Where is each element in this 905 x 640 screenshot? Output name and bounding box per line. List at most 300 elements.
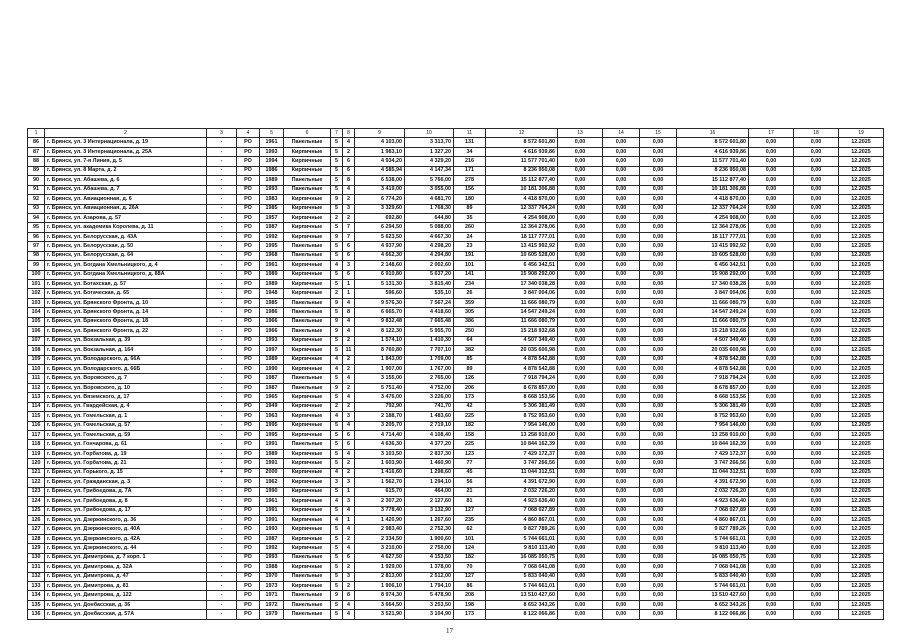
fund-type-cell: РО xyxy=(237,497,260,506)
entrances-cell: 4 xyxy=(343,327,355,336)
entrances-cell: 4 xyxy=(343,525,355,534)
cost-regional-cell: 0,00 xyxy=(603,383,640,392)
column-number-cell: 16 xyxy=(677,129,749,138)
col-17-cell: 0,00 xyxy=(749,610,794,619)
entrances-cell: 2 xyxy=(343,364,355,373)
col-18-cell: 0,00 xyxy=(794,468,839,477)
col-17-cell: 0,00 xyxy=(749,393,794,402)
cost-local-cell: 0,00 xyxy=(640,383,677,392)
total-cost-cell: 5 744 661,01 xyxy=(486,534,558,543)
address-cell: г. Брянск, ул. Гвардейская, д. 4 xyxy=(45,402,207,411)
flag-cell: - xyxy=(207,440,237,449)
floors-cell: 5 xyxy=(331,544,343,553)
total-cost-cell: 7 429 172,37 xyxy=(486,449,558,458)
address-cell: г. Брянск, ул. Донбасская, д. 36 xyxy=(45,600,207,609)
fund-type-cell: РО xyxy=(237,544,260,553)
entrances-cell: 11 xyxy=(343,346,355,355)
completion-date-cell: 12.2025 xyxy=(839,355,884,364)
table-row xyxy=(28,185,884,194)
wall-material-cell: Кирпичные xyxy=(284,364,331,373)
col-17-cell: 0,00 xyxy=(749,487,794,496)
flag-cell: - xyxy=(207,223,237,232)
floors-cell: 5 xyxy=(331,147,343,156)
residents-cell: 250 xyxy=(454,327,486,336)
completion-date-cell: 12.2025 xyxy=(839,176,884,185)
cost-owners-cell: 11 666 080,79 xyxy=(677,317,749,326)
wall-material-cell: Панельные xyxy=(284,610,331,619)
row-number-cell: 125 xyxy=(28,506,45,515)
address-cell: г. Брянск, ул. Вяземского, д. 17 xyxy=(45,393,207,402)
col-18-cell: 0,00 xyxy=(794,374,839,383)
row-number-cell: 117 xyxy=(28,431,45,440)
build-year-cell: 1991 xyxy=(260,506,284,515)
build-year-cell: 1991 xyxy=(260,515,284,524)
col-18-cell: 0,00 xyxy=(794,572,839,581)
cost-federal-cell: 0,00 xyxy=(558,232,603,241)
cost-federal-cell: 0,00 xyxy=(558,412,603,421)
build-year-cell: 1966 xyxy=(260,327,284,336)
cost-owners-cell: 9 810 113,40 xyxy=(677,544,749,553)
flag-cell: - xyxy=(207,431,237,440)
row-number-cell: 87 xyxy=(28,147,45,156)
total-area-cell: 792,90 xyxy=(355,402,405,411)
address-cell: г. Брянск, ул. Гомельская, д. 57 xyxy=(45,421,207,430)
cost-local-cell: 0,00 xyxy=(640,412,677,421)
floors-cell: 5 xyxy=(331,176,343,185)
col-17-cell: 0,00 xyxy=(749,270,794,279)
floors-cell: 2 xyxy=(331,402,343,411)
floors-cell: 5 xyxy=(331,449,343,458)
table-row xyxy=(28,431,884,440)
floors-cell: 5 xyxy=(331,534,343,543)
cost-federal-cell: 0,00 xyxy=(558,289,603,298)
total-area-cell: 1 603,90 xyxy=(355,459,405,468)
cost-local-cell: 0,00 xyxy=(640,421,677,430)
col-18-cell: 0,00 xyxy=(794,497,839,506)
cost-federal-cell: 0,00 xyxy=(558,270,603,279)
cost-regional-cell: 0,00 xyxy=(603,600,640,609)
row-number-cell: 90 xyxy=(28,176,45,185)
living-area-cell: 3 055,00 xyxy=(405,185,454,194)
address-cell: г. Брянск, ул. Грибоедова, д. 8 xyxy=(45,497,207,506)
entrances-cell: 4 xyxy=(343,600,355,609)
col-17-cell: 0,00 xyxy=(749,449,794,458)
wall-material-cell: Панельные xyxy=(284,572,331,581)
cost-owners-cell: 8 652 343,26 xyxy=(677,600,749,609)
cost-local-cell: 0,00 xyxy=(640,298,677,307)
address-cell: г. Брянск, ул. Димитрова, д. 47 xyxy=(45,572,207,581)
wall-material-cell: Кирпичные xyxy=(284,412,331,421)
address-cell: г. Брянск, ул. Дзержинского, д. 42А xyxy=(45,534,207,543)
entrances-cell: 6 xyxy=(343,166,355,175)
fund-type-cell: РО xyxy=(237,478,260,487)
build-year-cell: 1968 xyxy=(260,251,284,260)
cost-federal-cell: 0,00 xyxy=(558,166,603,175)
build-year-cell: 1966 xyxy=(260,317,284,326)
cost-federal-cell: 0,00 xyxy=(558,506,603,515)
living-area-cell: 4 329,20 xyxy=(405,157,454,166)
col-18-cell: 0,00 xyxy=(794,600,839,609)
address-cell: г. Брянск, ул. Богдана Хмельницкого, д. 88А xyxy=(45,270,207,279)
address-cell: г. Брянск, ул. Брянского Фронта, д. 18 xyxy=(45,317,207,326)
cost-federal-cell: 0,00 xyxy=(558,497,603,506)
completion-date-cell: 12.2025 xyxy=(839,468,884,477)
total-area-cell: 9 576,30 xyxy=(355,298,405,307)
wall-material-cell: Кирпичные xyxy=(284,449,331,458)
col-18-cell: 0,00 xyxy=(794,138,839,147)
completion-date-cell: 12.2025 xyxy=(839,478,884,487)
total-area-cell: 692,80 xyxy=(355,213,405,222)
address-cell: г. Брянск, ул. Авиационная, д. 6 xyxy=(45,195,207,204)
floors-cell: 5 xyxy=(331,223,343,232)
address-cell: г. Брянск, ул. Вокзальная, д. 39 xyxy=(45,336,207,345)
fund-type-cell: РО xyxy=(237,459,260,468)
flag-cell: - xyxy=(207,421,237,430)
fund-type-cell: РО xyxy=(237,176,260,185)
completion-date-cell: 12.2025 xyxy=(839,232,884,241)
floors-cell: 5 xyxy=(331,553,343,562)
row-number-cell: 88 xyxy=(28,157,45,166)
build-year-cell: 1961 xyxy=(260,138,284,147)
completion-date-cell: 12.2025 xyxy=(839,195,884,204)
living-area-cell: 4 294,80 xyxy=(405,251,454,260)
cost-local-cell: 0,00 xyxy=(640,544,677,553)
row-number-cell: 130 xyxy=(28,553,45,562)
entrances-cell: 3 xyxy=(343,204,355,213)
cost-federal-cell: 0,00 xyxy=(558,364,603,373)
col-18-cell: 0,00 xyxy=(794,213,839,222)
row-number-cell: 95 xyxy=(28,223,45,232)
residents-cell: 359 xyxy=(454,298,486,307)
table-row xyxy=(28,166,884,175)
column-number-cell: 18 xyxy=(794,129,839,138)
cost-local-cell: 0,00 xyxy=(640,270,677,279)
entrances-cell: 4 xyxy=(343,421,355,430)
build-year-cell: 1985 xyxy=(260,298,284,307)
cost-owners-cell: 15 218 932,68 xyxy=(677,327,749,336)
table-row xyxy=(28,610,884,619)
total-cost-cell: 7 954 146,00 xyxy=(486,421,558,430)
total-area-cell: 1 562,70 xyxy=(355,478,405,487)
residents-cell: 126 xyxy=(454,374,486,383)
living-area-cell: 3 313,70 xyxy=(405,138,454,147)
table-row xyxy=(28,138,884,147)
col-18-cell: 0,00 xyxy=(794,610,839,619)
cost-local-cell: 0,00 xyxy=(640,317,677,326)
cost-regional-cell: 0,00 xyxy=(603,261,640,270)
address-cell: г. Брянск, ул. Белорусская, д. 43А xyxy=(45,232,207,241)
build-year-cell: 1948 xyxy=(260,289,284,298)
column-number-cell: 8 xyxy=(343,129,355,138)
col-17-cell: 0,00 xyxy=(749,176,794,185)
build-year-cell: 1986 xyxy=(260,166,284,175)
cost-regional-cell: 0,00 xyxy=(603,346,640,355)
total-area-cell: 1 907,00 xyxy=(355,364,405,373)
address-cell: г. Брянск, ул. Димитрова, д. 81 xyxy=(45,582,207,591)
address-cell: г. Брянск, ул. Горбатова, д. 21 xyxy=(45,459,207,468)
cost-local-cell: 0,00 xyxy=(640,553,677,562)
cost-federal-cell: 0,00 xyxy=(558,308,603,317)
cost-local-cell: 0,00 xyxy=(640,431,677,440)
total-cost-cell: 11 577 701,40 xyxy=(486,157,558,166)
cost-regional-cell: 0,00 xyxy=(603,534,640,543)
living-area-cell: 4 108,40 xyxy=(405,431,454,440)
cost-owners-cell: 18 117 777,01 xyxy=(677,232,749,241)
col-18-cell: 0,00 xyxy=(794,402,839,411)
living-area-cell: 741,70 xyxy=(405,402,454,411)
fund-type-cell: РО xyxy=(237,421,260,430)
col-18-cell: 0,00 xyxy=(794,232,839,241)
total-area-cell: 2 813,00 xyxy=(355,572,405,581)
cost-owners-cell: 4 878 542,88 xyxy=(677,364,749,373)
column-number-cell: 6 xyxy=(284,129,331,138)
col-18-cell: 0,00 xyxy=(794,242,839,251)
wall-material-cell: Кирпичные xyxy=(284,468,331,477)
flag-cell: - xyxy=(207,402,237,411)
entrances-cell: 4 xyxy=(343,185,355,194)
total-area-cell: 8 974,30 xyxy=(355,591,405,600)
address-cell: г. Брянск, ул. Димитрова, д. 122 xyxy=(45,591,207,600)
cost-owners-cell: 13 510 427,60 xyxy=(677,591,749,600)
completion-date-cell: 12.2025 xyxy=(839,251,884,260)
total-cost-cell: 4 860 867,01 xyxy=(486,515,558,524)
entrances-cell: 2 xyxy=(343,534,355,543)
col-18-cell: 0,00 xyxy=(794,449,839,458)
col-17-cell: 0,00 xyxy=(749,591,794,600)
table-row xyxy=(28,346,884,355)
wall-material-cell: Панельные xyxy=(284,553,331,562)
flag-cell: - xyxy=(207,138,237,147)
fund-type-cell: РО xyxy=(237,232,260,241)
residents-cell: 260 xyxy=(454,223,486,232)
build-year-cell: 1993 xyxy=(260,336,284,345)
total-area-cell: 3 778,40 xyxy=(355,506,405,515)
row-number-cell: 101 xyxy=(28,280,45,289)
total-area-cell: 4 714,40 xyxy=(355,431,405,440)
completion-date-cell: 12.2025 xyxy=(839,383,884,392)
cost-owners-cell: 11 577 701,40 xyxy=(677,157,749,166)
table-row xyxy=(28,478,884,487)
cost-local-cell: 0,00 xyxy=(640,223,677,232)
total-area-cell: 3 329,60 xyxy=(355,204,405,213)
wall-material-cell: Кирпичные xyxy=(284,157,331,166)
entrances-cell: 3 xyxy=(343,497,355,506)
living-area-cell: 3 104,90 xyxy=(405,610,454,619)
living-area-cell: 1 410,30 xyxy=(405,336,454,345)
residents-cell: 42 xyxy=(454,402,486,411)
living-area-cell: 1 709,00 xyxy=(405,355,454,364)
cost-local-cell: 0,00 xyxy=(640,364,677,373)
row-number-cell: 110 xyxy=(28,364,45,373)
fund-type-cell: РО xyxy=(237,204,260,213)
table-row xyxy=(28,336,884,345)
cost-regional-cell: 0,00 xyxy=(603,610,640,619)
total-cost-cell: 4 391 672,90 xyxy=(486,478,558,487)
col-18-cell: 0,00 xyxy=(794,270,839,279)
wall-material-cell: Панельные xyxy=(284,327,331,336)
entrances-cell: 2 xyxy=(343,402,355,411)
col-18-cell: 0,00 xyxy=(794,280,839,289)
row-number-cell: 93 xyxy=(28,204,45,213)
floors-cell: 4 xyxy=(331,355,343,364)
living-area-cell: 3 815,40 xyxy=(405,280,454,289)
fund-type-cell: РО xyxy=(237,308,260,317)
flag-cell: + xyxy=(207,468,237,477)
floors-cell: 5 xyxy=(331,374,343,383)
cost-regional-cell: 0,00 xyxy=(603,355,640,364)
row-number-cell: 91 xyxy=(28,185,45,194)
entrances-cell: 4 xyxy=(343,317,355,326)
row-number-cell: 120 xyxy=(28,459,45,468)
residents-cell: 182 xyxy=(454,553,486,562)
address-cell: г. Брянск, ул. Горького, д. 15 xyxy=(45,468,207,477)
col-17-cell: 0,00 xyxy=(749,346,794,355)
total-cost-cell: 15 218 932,68 xyxy=(486,327,558,336)
col-17-cell: 0,00 xyxy=(749,223,794,232)
total-area-cell: 8 760,80 xyxy=(355,346,405,355)
table-row xyxy=(28,308,884,317)
residents-cell: 70 xyxy=(454,563,486,572)
entrances-cell: 2 xyxy=(343,355,355,364)
cost-owners-cell: 7 068 027,89 xyxy=(677,506,749,515)
cost-federal-cell: 0,00 xyxy=(558,242,603,251)
cost-regional-cell: 0,00 xyxy=(603,515,640,524)
total-area-cell: 6 538,00 xyxy=(355,176,405,185)
wall-material-cell: Кирпичные xyxy=(284,270,331,279)
row-number-cell: 128 xyxy=(28,534,45,543)
flag-cell: - xyxy=(207,317,237,326)
floors-cell: 4 xyxy=(331,515,343,524)
completion-date-cell: 12.2025 xyxy=(839,393,884,402)
table-row xyxy=(28,449,884,458)
table-row xyxy=(28,280,884,289)
cost-federal-cell: 0,00 xyxy=(558,176,603,185)
wall-material-cell: Панельные xyxy=(284,308,331,317)
table-row xyxy=(28,261,884,270)
total-cost-cell: 5 833 040,40 xyxy=(486,572,558,581)
address-cell: г. Брянск, ул. Абашева, д. 6 xyxy=(45,176,207,185)
address-cell: г. Брянск, ул. 8 Марта, д. 2 xyxy=(45,166,207,175)
wall-material-cell: Панельные xyxy=(284,440,331,449)
cost-local-cell: 0,00 xyxy=(640,402,677,411)
cost-regional-cell: 0,00 xyxy=(603,563,640,572)
living-area-cell: 2 127,60 xyxy=(405,497,454,506)
total-area-cell: 4 662,30 xyxy=(355,251,405,260)
build-year-cell: 1962 xyxy=(260,478,284,487)
row-number-cell: 105 xyxy=(28,317,45,326)
fund-type-cell: РО xyxy=(237,600,260,609)
flag-cell: - xyxy=(207,280,237,289)
cost-regional-cell: 0,00 xyxy=(603,308,640,317)
row-number-cell: 86 xyxy=(28,138,45,147)
col-17-cell: 0,00 xyxy=(749,157,794,166)
total-cost-cell: 4 878 542,88 xyxy=(486,355,558,364)
floors-cell: 4 xyxy=(331,468,343,477)
col-18-cell: 0,00 xyxy=(794,487,839,496)
cost-local-cell: 0,00 xyxy=(640,147,677,156)
residents-cell: 225 xyxy=(454,440,486,449)
entrances-cell: 6 xyxy=(343,440,355,449)
fund-type-cell: РО xyxy=(237,280,260,289)
table-row xyxy=(28,176,884,185)
build-year-cell: 2000 xyxy=(260,468,284,477)
entrances-cell: 2 xyxy=(343,147,355,156)
row-number-cell: 98 xyxy=(28,251,45,260)
cost-owners-cell: 4 391 672,90 xyxy=(677,478,749,487)
total-cost-cell: 5 306 381,49 xyxy=(486,402,558,411)
col-17-cell: 0,00 xyxy=(749,506,794,515)
cost-regional-cell: 0,00 xyxy=(603,506,640,515)
cost-local-cell: 0,00 xyxy=(640,468,677,477)
entrances-cell: 4 xyxy=(343,449,355,458)
column-number-cell: 7 xyxy=(331,129,343,138)
address-cell: г. Брянск, ул. Дзержинского, д. 40А xyxy=(45,525,207,534)
cost-federal-cell: 0,00 xyxy=(558,383,603,392)
col-18-cell: 0,00 xyxy=(794,176,839,185)
completion-date-cell: 12.2025 xyxy=(839,261,884,270)
fund-type-cell: РО xyxy=(237,525,260,534)
col-18-cell: 0,00 xyxy=(794,383,839,392)
completion-date-cell: 12.2025 xyxy=(839,563,884,572)
wall-material-cell: Панельные xyxy=(284,185,331,194)
column-number-cell: 15 xyxy=(640,129,677,138)
entrances-cell: 6 xyxy=(343,242,355,251)
address-cell: г. Брянск, ул. Белорусская, д. 50 xyxy=(45,242,207,251)
cost-local-cell: 0,00 xyxy=(640,232,677,241)
residents-cell: 386 xyxy=(454,317,486,326)
total-area-cell: 3 419,00 xyxy=(355,185,405,194)
fund-type-cell: РО xyxy=(237,242,260,251)
living-area-cell: 4 752,00 xyxy=(405,383,454,392)
residents-cell: 89 xyxy=(454,204,486,213)
total-area-cell: 4 937,90 xyxy=(355,242,405,251)
total-cost-cell: 7 068 041,08 xyxy=(486,563,558,572)
flag-cell: - xyxy=(207,204,237,213)
cost-regional-cell: 0,00 xyxy=(603,251,640,260)
living-area-cell: 1 768,30 xyxy=(405,204,454,213)
total-cost-cell: 6 456 342,51 xyxy=(486,261,558,270)
cost-regional-cell: 0,00 xyxy=(603,176,640,185)
cost-regional-cell: 0,00 xyxy=(603,582,640,591)
floors-cell: 4 xyxy=(331,412,343,421)
entrances-cell: 4 xyxy=(343,298,355,307)
total-area-cell: 3 103,50 xyxy=(355,449,405,458)
floors-cell: 5 xyxy=(331,506,343,515)
living-area-cell: 5 955,70 xyxy=(405,327,454,336)
flag-cell: - xyxy=(207,364,237,373)
build-year-cell: 1973 xyxy=(260,582,284,591)
flag-cell: - xyxy=(207,147,237,156)
entrances-cell: 4 xyxy=(343,138,355,147)
build-year-cell: 1992 xyxy=(260,232,284,241)
row-number-cell: 104 xyxy=(28,308,45,317)
cost-local-cell: 0,00 xyxy=(640,591,677,600)
wall-material-cell: Кирпичные xyxy=(284,346,331,355)
cost-regional-cell: 0,00 xyxy=(603,459,640,468)
total-cost-cell: 13 415 992,92 xyxy=(486,242,558,251)
cost-owners-cell: 8 668 153,56 xyxy=(677,393,749,402)
build-year-cell: 1990 xyxy=(260,487,284,496)
address-cell: г. Брянск, ул. Гражданская, д. 3 xyxy=(45,478,207,487)
table-row xyxy=(28,364,884,373)
residents-cell: 278 xyxy=(454,176,486,185)
total-area-cell: 4 636,30 xyxy=(355,440,405,449)
living-area-cell: 4 681,70 xyxy=(405,195,454,204)
cost-regional-cell: 0,00 xyxy=(603,497,640,506)
fund-type-cell: РО xyxy=(237,393,260,402)
living-area-cell: 1 378,00 xyxy=(405,563,454,572)
cost-owners-cell: 10 844 162,39 xyxy=(677,440,749,449)
